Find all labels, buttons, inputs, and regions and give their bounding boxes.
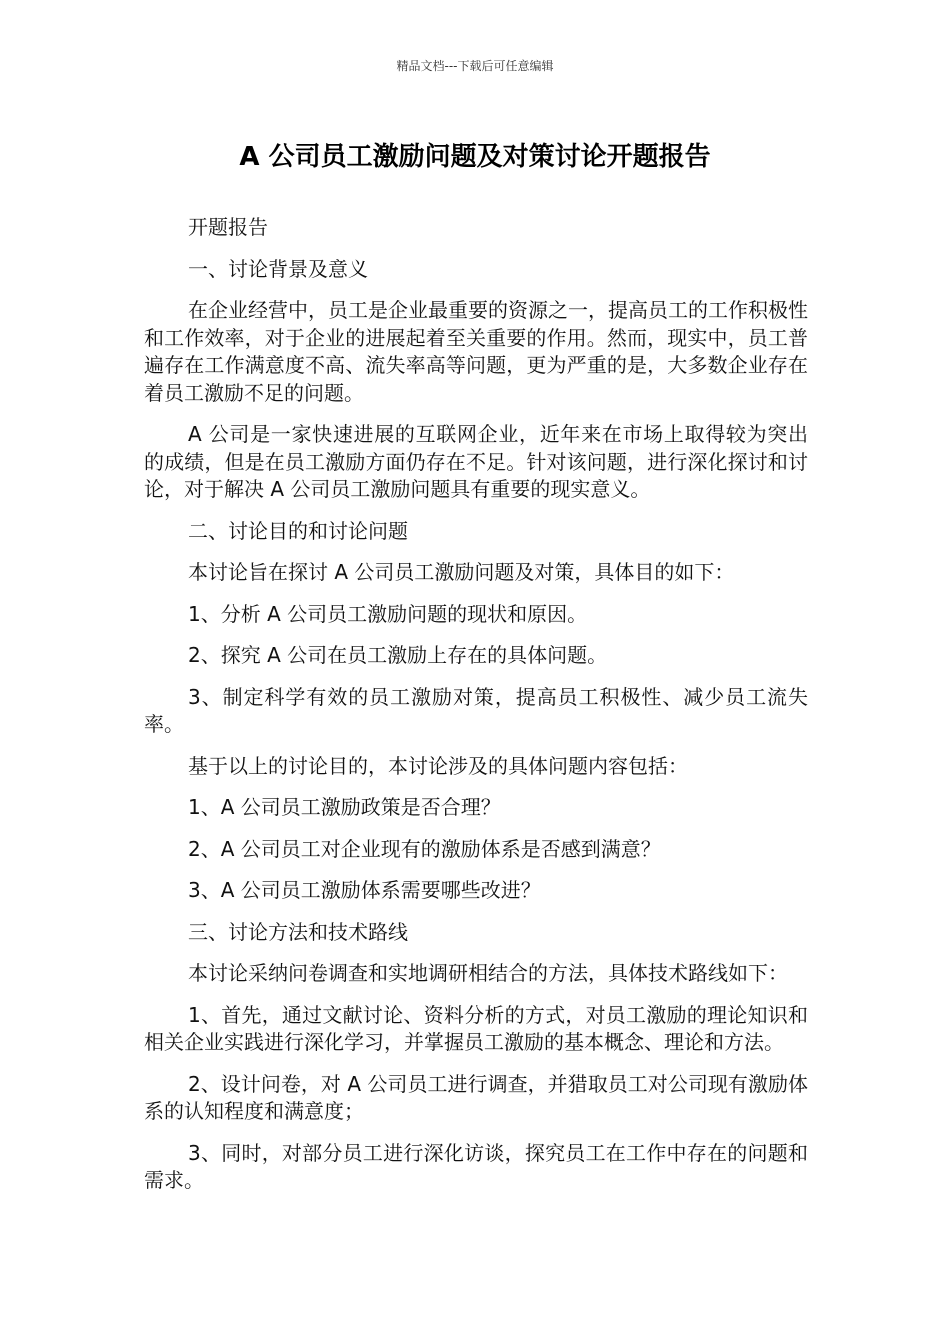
page-header-note: 精品文档---下载后可任意编辑 <box>396 59 554 73</box>
paragraph: 在企业经营中，员工是企业最重要的资源之一，提高员工的工作积极性和工作效率，对于企业的进展起着至关重要的作用。然而，现实中，员工普遍存在工作满意度不高、流失率高等问题，更为严重的是，大多数企业存在着员工激励不足的问题。 <box>144 298 808 405</box>
list-item: 1、首先，通过文献讨论、资料分析的方式，对员工激励的理论知识和相关企业实践进行深化学习，并掌握员工激励的基本概念、理论和方法。 <box>144 1002 808 1054</box>
paragraph: A 公司是一家快速进展的互联网企业，近年来在市场上取得较为突出的成绩，但是在员工激励方面仍存在不足。针对该问题，进行深化探讨和讨论，对于解决 A 公司员工激励问题具有重要的现实意义。 <box>144 422 808 501</box>
section-heading-objectives: 二、讨论目的和讨论问题 <box>188 518 408 543</box>
section-heading-methods: 三、讨论方法和技术路线 <box>188 919 408 944</box>
list-item: 3、同时，对部分员工进行深化访谈，探究员工在工作中存在的问题和需求。 <box>144 1140 808 1192</box>
list-item: 1、A 公司员工激励政策是否合理？ <box>188 795 501 819</box>
document-body <box>144 214 808 1209</box>
list-item: 2、设计问卷，对 A 公司员工进行调查，并猎取员工对公司现有激励体系的认知程度和满意度； <box>144 1071 808 1123</box>
paragraph: 本讨论采纳问卷调查和实地调研相结合的方法，具体技术路线如下： <box>188 961 788 985</box>
section-heading-background: 一、讨论背景及意义 <box>188 256 368 281</box>
list-item: 2、A 公司员工对企业现有的激励体系是否感到满意？ <box>188 836 661 861</box>
document-title: A 公司员工激励问题及对策讨论开题报告 <box>239 142 711 172</box>
paragraph: 基于以上的讨论目的，本讨论涉及的具体问题内容包括： <box>188 753 688 778</box>
list-item: 2、探究 A 公司在员工激励上存在的具体问题。 <box>188 643 608 667</box>
list-item: 3、A 公司员工激励体系需要哪些改进？ <box>188 878 541 902</box>
list-item: 1、分析 A 公司员工激励问题的现状和原因。 <box>188 601 588 626</box>
list-item: 3、制定科学有效的员工激励对策，提高员工积极性、减少员工流失率。 <box>144 684 808 736</box>
paragraph: 本讨论旨在探讨 A 公司员工激励问题及对策，具体目的如下： <box>188 560 735 584</box>
paragraph-report-label: 开题报告 <box>188 215 268 239</box>
